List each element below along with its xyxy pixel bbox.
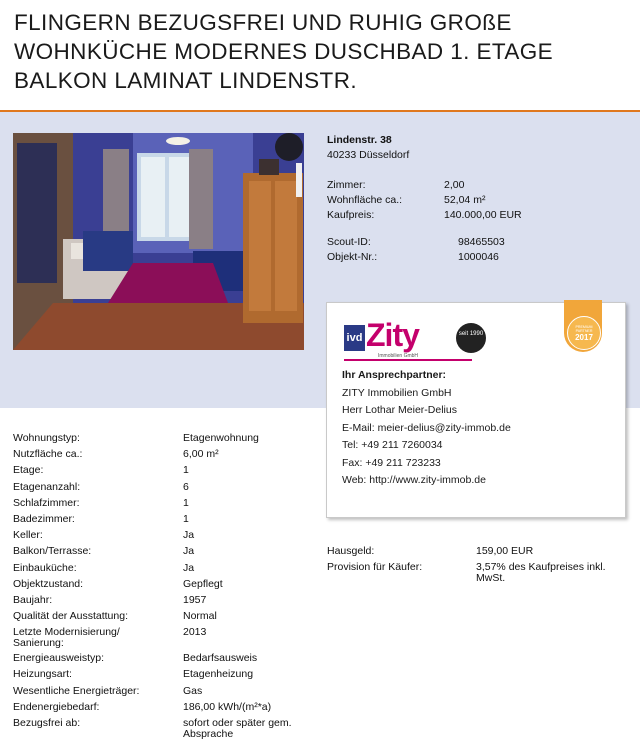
detail-label: Wohnungstyp: xyxy=(13,432,80,444)
detail-value: Bedarfsausweis xyxy=(183,652,258,665)
premium-partner-disc xyxy=(567,316,601,350)
cost-value: 159,00 EUR xyxy=(476,545,534,557)
contact-heading: Ihr Ansprechpartner: xyxy=(342,369,447,381)
detail-value: Gepflegt xyxy=(183,577,223,590)
detail-label: Baujahr: xyxy=(13,593,53,606)
listing-photo xyxy=(13,133,304,350)
detail-label: Badezimmer: xyxy=(13,512,75,525)
detail-value: 1 xyxy=(183,512,189,525)
keyfact-value: 52,04 m² xyxy=(444,194,486,206)
scout-id-value: 98465503 xyxy=(458,236,505,248)
address-block xyxy=(327,133,409,163)
detail-label: Keller: xyxy=(13,529,43,542)
detail-label: Etage: xyxy=(13,464,44,477)
contact-card xyxy=(326,302,626,518)
contact-fax: Fax: +49 211 723233 xyxy=(342,456,441,469)
contact-details xyxy=(342,367,511,490)
detail-label: Schlafzimmer: xyxy=(13,496,80,509)
detail-value: 1957 xyxy=(183,593,207,606)
zity-wordmark-subtitle: Immobilien GmbH xyxy=(378,353,419,359)
detail-value: Normal xyxy=(183,610,217,623)
address-street: Lindenstr. 38 xyxy=(327,134,392,146)
keyfact-label: Wohnfläche ca.: xyxy=(327,194,403,206)
object-number-label: Objekt-Nr.: xyxy=(327,251,378,263)
detail-value: Etagenheizung xyxy=(183,668,254,681)
contact-phone: Tel: +49 211 7260034 xyxy=(342,439,443,451)
ivd-logo-mark: ivd xyxy=(344,325,365,351)
detail-value: 1 xyxy=(183,496,189,509)
detail-value: 6 xyxy=(183,480,189,493)
detail-value: Ja xyxy=(183,529,195,542)
contact-website[interactable]: Web: http://www.zity-immob.de xyxy=(342,474,486,486)
detail-label: Heizungsart: xyxy=(13,668,72,681)
keyfact-value: 140.000,00 EUR xyxy=(444,209,522,221)
badge-year: 2017 xyxy=(575,333,593,342)
contact-person: Herr Lothar Meier-Delius xyxy=(342,404,457,416)
detail-label: Qualität der Ausstattung: xyxy=(13,610,128,623)
detail-label: Balkon/Terrasse: xyxy=(13,545,92,558)
cost-value: 3,57% des Kaufpreises inkl. MwSt. xyxy=(476,561,606,584)
zity-logo xyxy=(344,317,484,361)
zity-wordmark: Zity xyxy=(366,317,419,353)
detail-label: Wesentliche Energieträger: xyxy=(13,684,140,697)
object-number-value: 1000046 xyxy=(458,251,499,263)
keyfact-value: 2,00 xyxy=(444,179,465,191)
detail-value: sofort oder später gem. Absprache xyxy=(183,717,292,740)
detail-value: Ja xyxy=(183,545,195,558)
cost-label: Provision für Käufer: xyxy=(327,561,423,573)
badge-label: PREMIUM PARTNER xyxy=(575,325,593,333)
detail-label: Etagenanzahl: xyxy=(13,480,81,493)
keyfact-label: Zimmer: xyxy=(327,179,366,191)
address-city: 40233 Düsseldorf xyxy=(327,149,410,161)
detail-label: Einbauküche: xyxy=(13,561,77,574)
detail-value: Ja xyxy=(183,561,195,574)
detail-label: Nutzfläche ca.: xyxy=(13,448,83,461)
listing-title: FLINGERN BEZUGSFREI UND RUHIG GROßE WOHNKÜCHE MODERNES DUSCHBAD 1. ETAGE BALKON LAMINAT LINDENSTR. xyxy=(14,10,554,93)
cost-label: Hausgeld: xyxy=(327,545,375,557)
detail-value: Etagenwohnung xyxy=(183,432,259,444)
detail-label: Objektzustand: xyxy=(13,577,84,590)
detail-value: 2013 xyxy=(183,626,207,639)
detail-value: 1 xyxy=(183,464,189,477)
keyfact-label: Kaufpreis: xyxy=(327,209,375,221)
detail-label: Endenergiebedarf: xyxy=(13,700,100,713)
detail-label: Energieausweistyp: xyxy=(13,652,105,665)
since-1990-seal xyxy=(456,323,486,353)
scout-id-label: Scout-ID: xyxy=(327,236,371,248)
detail-value: 186,00 kWh/(m²*a) xyxy=(183,700,272,713)
logo-underline xyxy=(344,359,472,361)
contact-email[interactable]: E-Mail: meier-delius@zity-immob.de xyxy=(342,421,511,434)
detail-label: Letzte Modernisierung/ Sanierung: xyxy=(13,626,120,650)
detail-label: Bezugsfrei ab: xyxy=(13,717,81,729)
detail-value: 6,00 m² xyxy=(183,448,219,461)
detail-value: Gas xyxy=(183,684,203,697)
contact-company: ZITY Immobilien GmbH xyxy=(342,386,452,399)
seal-text: seit 1990 xyxy=(458,331,484,337)
premium-partner-badge xyxy=(564,300,602,352)
